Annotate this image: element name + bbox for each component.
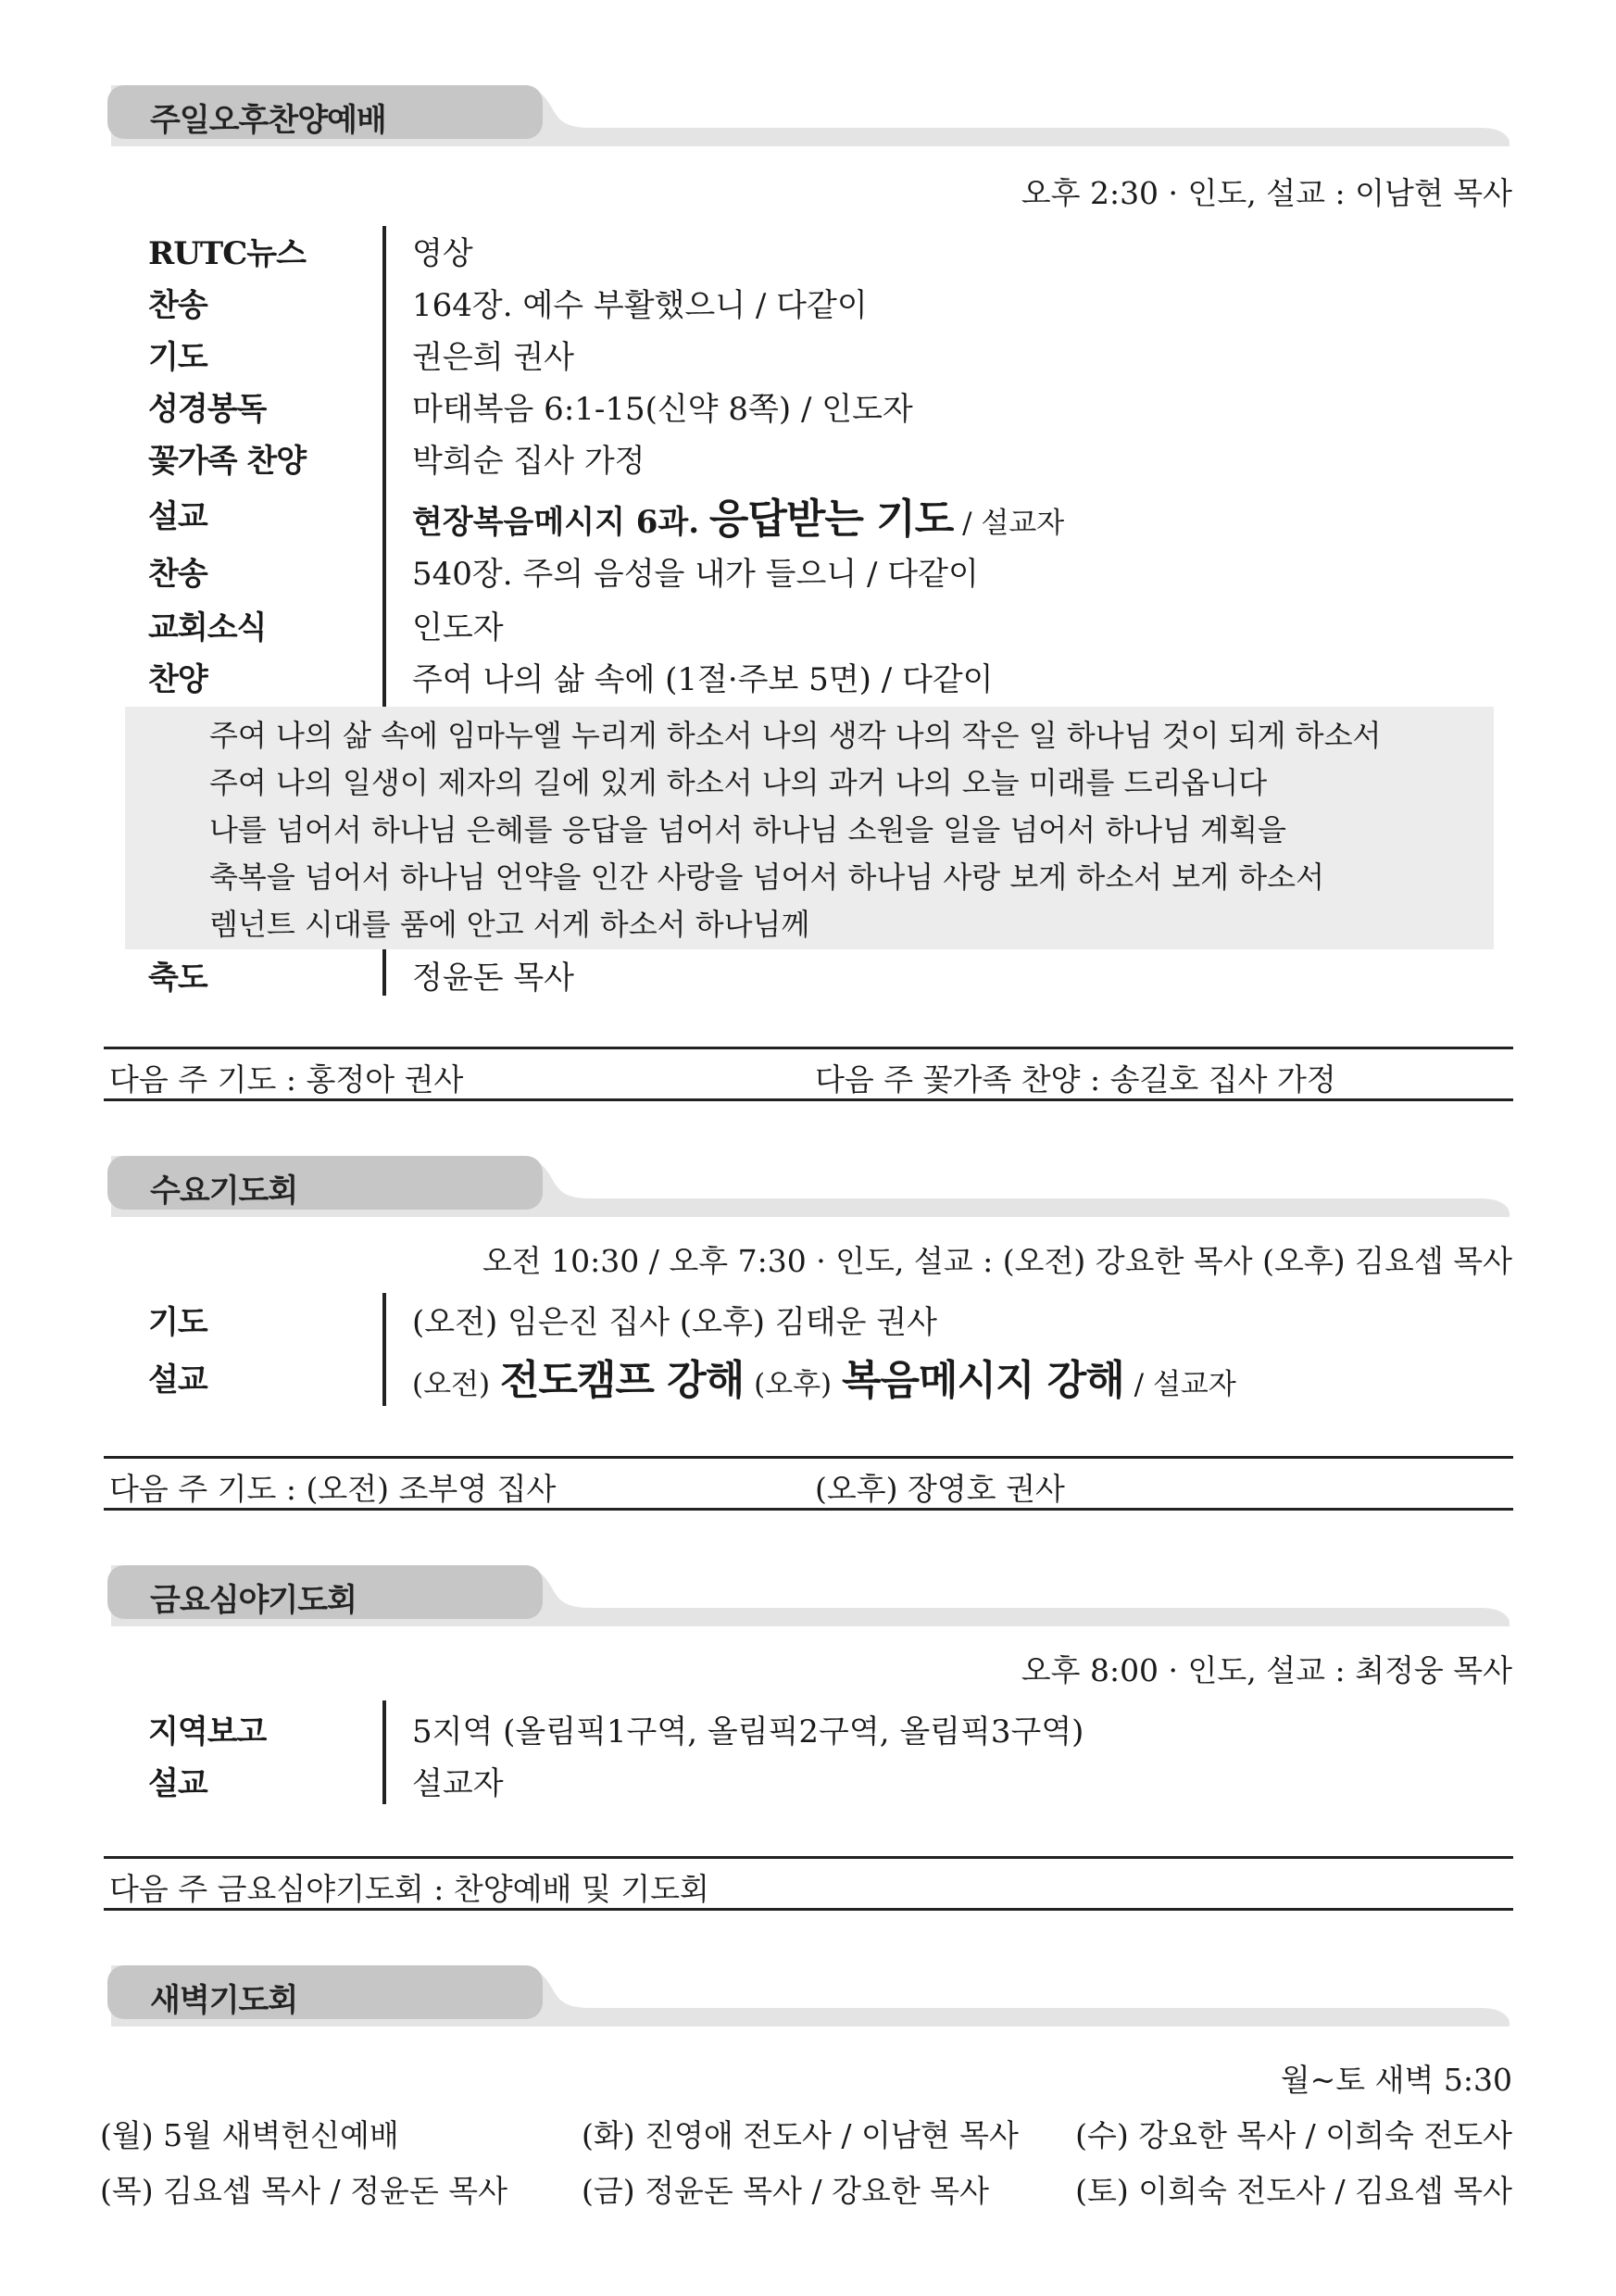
order-row xyxy=(148,1758,1537,1810)
order-label: 교회소식 xyxy=(148,609,267,646)
order-label: 꽃가족 찬양 xyxy=(148,443,307,480)
order-label: 성경봉독 xyxy=(148,391,267,428)
section-title: 주일오후찬양예배 xyxy=(150,102,386,139)
order-label: 축도 xyxy=(148,960,207,997)
lyric-line: 주여 나의 일생이 제자의 길에 있게 하소서 나의 과거 나의 오늘 미래를 드리옵니다 xyxy=(209,765,1268,800)
order-row xyxy=(148,1297,1537,1349)
divider-line xyxy=(104,1098,1513,1101)
order-value: 권은희 권사 xyxy=(412,339,575,376)
lyric-line: 나를 넘어서 하나님 은혜를 응답을 넘어서 하나님 소원을 일을 넘어서 하나님 계획을 xyxy=(209,812,1286,847)
section-title: 금요심야기도회 xyxy=(150,1582,357,1619)
dawn-schedule-item: (금) 정윤돈 목사 / 강요한 목사 xyxy=(582,2173,989,2209)
sermon-suffix: / 설교자 xyxy=(1134,1368,1236,1401)
divider-line xyxy=(104,1856,1513,1859)
next-week-prayer: 다음 주 기도 : 홍정아 권사 xyxy=(109,1061,464,1098)
order-label: 기도 xyxy=(148,1304,207,1341)
order-row xyxy=(148,602,1537,654)
order-row xyxy=(148,435,1537,487)
dawn-schedule-item: (수) 강요한 목사 / 이희숙 전도사 xyxy=(1075,2117,1512,2153)
dawn-schedule-item: (목) 김요셉 목사 / 정윤돈 목사 xyxy=(100,2173,507,2209)
section-title: 새벽기도회 xyxy=(150,1982,298,2019)
order-value: 영상 xyxy=(412,235,473,272)
order-row xyxy=(148,383,1537,435)
order-value: 540장. 주의 음성을 내가 들으니 / 다같이 xyxy=(412,556,979,593)
order-row xyxy=(148,332,1537,383)
order-value: 설교자 xyxy=(412,1765,504,1802)
order-label: 기도 xyxy=(148,339,207,376)
next-week-prayer-pm: (오후) 장영호 권사 xyxy=(815,1471,1065,1507)
hymn-lyrics-box xyxy=(125,707,1494,949)
pm-tag: (오후) xyxy=(754,1368,833,1401)
section-header-friday xyxy=(102,1562,1510,1626)
dawn-schedule-item: (화) 진영애 전도사 / 이남현 목사 xyxy=(582,2117,1019,2153)
divider-line xyxy=(104,1047,1513,1049)
sermon-title: 응답받는 기도 xyxy=(708,496,954,543)
lyric-line: 주여 나의 삶 속에 임마누엘 누리게 하소서 나의 생각 나의 작은 일 하나님 것이 되게 하소서 xyxy=(209,718,1382,753)
lyric-line: 렘넌트 시대를 품에 안고 서게 하소서 하나님께 xyxy=(209,907,810,942)
order-value: 164장. 예수 부활했으니 / 다같이 xyxy=(412,287,868,324)
order-label: 설교 xyxy=(148,498,207,535)
order-label: 찬양 xyxy=(148,661,207,698)
order-label: 설교 xyxy=(148,1765,207,1802)
lyric-line: 축복을 넘어서 하나님 언약을 인간 사랑을 넘어서 하나님 사랑 보게 하소서 보게 하소서 xyxy=(209,859,1324,895)
sermon-series: 현장복음메시지 6과. xyxy=(412,504,700,541)
sermon-row xyxy=(148,1354,1537,1406)
divider-line xyxy=(104,1508,1513,1511)
next-week-friday: 다음 주 금요심야기도회 : 찬양예배 및 기도회 xyxy=(109,1871,709,1907)
section-header-sunday xyxy=(102,82,1510,146)
service-time: 월~토 새벽 5:30 xyxy=(1280,2062,1512,2098)
service-time: 오후 8:00 · 인도, 설교 : 최정웅 목사 xyxy=(1021,1652,1512,1688)
am-sermon-title: 전도캠프 강해 xyxy=(499,1357,745,1404)
divider-line xyxy=(104,1456,1513,1459)
order-row xyxy=(148,228,1537,280)
order-label: RUTC뉴스 xyxy=(148,235,306,272)
order-row xyxy=(148,654,1537,706)
next-week-prayer-am: 다음 주 기도 : (오전) 조부영 집사 xyxy=(109,1471,557,1507)
order-label: 설교 xyxy=(148,1361,207,1399)
sermon-value xyxy=(412,1347,1236,1406)
order-value: 마태복음 6:1-15(신약 8쪽) / 인도자 xyxy=(412,391,913,428)
sermon-suffix: / 설교자 xyxy=(953,507,1065,540)
order-value: 인도자 xyxy=(412,609,504,646)
order-value: 박희순 집사 가정 xyxy=(412,443,645,480)
order-row xyxy=(148,548,1537,600)
order-value: 주여 나의 삶 속에 (1절·주보 5면) / 다같이 xyxy=(412,661,994,698)
section-header-dawn xyxy=(102,1962,1510,2026)
section-header-bar xyxy=(102,1962,1510,2026)
order-value: (오전) 임은진 집사 (오후) 김태운 권사 xyxy=(412,1304,937,1341)
dawn-schedule-item: (월) 5월 새벽헌신예배 xyxy=(100,2117,399,2153)
am-tag: (오전) xyxy=(412,1368,491,1401)
order-row xyxy=(148,1706,1537,1758)
section-title: 수요기도회 xyxy=(150,1173,298,1210)
order-value: 정윤돈 목사 xyxy=(412,960,575,997)
dawn-schedule-item: (토) 이희숙 전도사 / 김요셉 목사 xyxy=(1075,2173,1512,2209)
sermon-row xyxy=(148,491,1537,543)
service-time: 오전 10:30 / 오후 7:30 · 인도, 설교 : (오전) 강요한 목사 (오후) 김요셉 목사 xyxy=(482,1243,1512,1279)
divider-line xyxy=(104,1908,1513,1911)
order-label: 찬송 xyxy=(148,556,207,593)
sermon-value xyxy=(412,485,1064,545)
order-row xyxy=(148,280,1537,332)
order-label: 찬송 xyxy=(148,287,207,324)
next-week-flower-family: 다음 주 꽃가족 찬양 : 송길호 집사 가정 xyxy=(815,1061,1336,1098)
pm-sermon-title: 복음메시지 강해 xyxy=(841,1357,1124,1404)
benediction-row xyxy=(148,952,1537,1004)
order-label: 지역보고 xyxy=(148,1713,267,1750)
section-header-bar xyxy=(102,1152,1510,1217)
service-time: 오후 2:30 · 인도, 설교 : 이남현 목사 xyxy=(1021,175,1512,211)
section-header-wednesday xyxy=(102,1152,1510,1217)
order-value: 5지역 (올림픽1구역, 올림픽2구역, 올림픽3구역) xyxy=(412,1713,1084,1750)
